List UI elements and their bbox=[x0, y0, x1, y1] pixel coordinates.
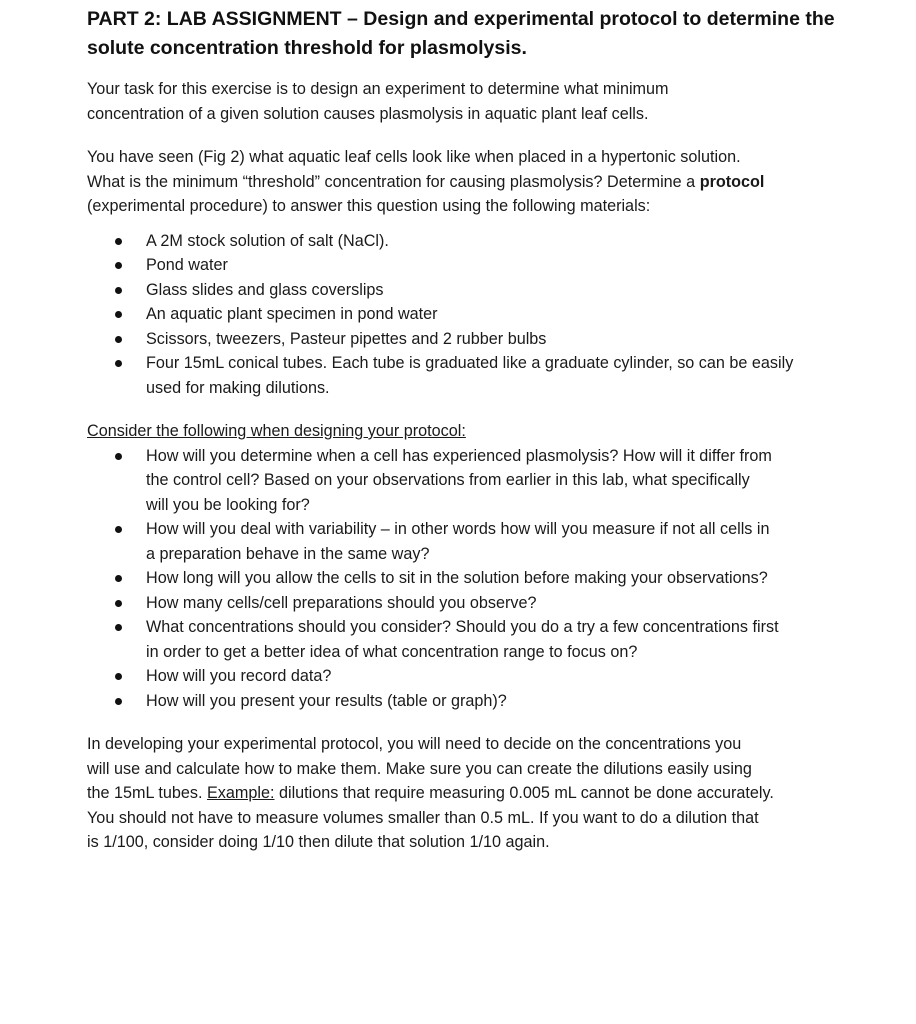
list-item bbox=[87, 517, 876, 566]
seen-paragraph bbox=[87, 145, 876, 219]
protocol-bold: protocol bbox=[699, 172, 765, 191]
closing-line-3 bbox=[87, 781, 876, 806]
consider-heading: Consider the following when designing your protocol: bbox=[87, 422, 466, 440]
material-text-cont: used for making dilutions. bbox=[146, 378, 330, 397]
bullet-icon bbox=[115, 600, 122, 607]
title-line-1: PART 2: LAB ASSIGNMENT – Design and experimental protocol to determine the bbox=[87, 8, 835, 30]
consider-text-cont: in order to get a better idea of what concentration range to focus on? bbox=[146, 642, 638, 661]
bullet-icon bbox=[115, 673, 122, 680]
list-item bbox=[87, 253, 876, 278]
page-title bbox=[87, 5, 876, 63]
consider-text: How will you deal with variability – in other words how will you measure if not all cells in bbox=[146, 520, 770, 538]
bullet-icon bbox=[115, 287, 122, 294]
materials-list bbox=[87, 229, 876, 401]
title-line-2: solute concentration threshold for plasmolysis. bbox=[87, 37, 527, 59]
list-item bbox=[87, 615, 876, 664]
material-text: Four 15mL conical tubes. Each tube is graduated like a graduate cylinder, so can be easily bbox=[146, 354, 794, 372]
list-item bbox=[87, 229, 876, 254]
seen-line-2 bbox=[87, 170, 876, 195]
consider-text: How will you record data? bbox=[146, 667, 332, 685]
list-item bbox=[87, 566, 876, 591]
bullet-icon bbox=[115, 624, 122, 631]
example-label: Example: bbox=[206, 784, 275, 802]
list-item bbox=[87, 327, 876, 352]
bullet-icon bbox=[115, 238, 122, 245]
list-item bbox=[87, 302, 876, 327]
closing-paragraph bbox=[87, 732, 876, 855]
closing-line-4: You should not have to measure volumes smaller than 0.5 mL. If you want to do a dilution that bbox=[87, 808, 759, 827]
consider-list bbox=[87, 444, 876, 714]
bullet-icon bbox=[115, 311, 122, 318]
list-item bbox=[87, 591, 876, 616]
list-item bbox=[87, 444, 876, 518]
intro-paragraph bbox=[87, 77, 876, 126]
material-text: Glass slides and glass coverslips bbox=[146, 280, 384, 299]
seen-line-2-text: What is the minimum “threshold” concentration for causing plasmolysis? Determine a bbox=[87, 172, 700, 191]
closing-line-5: is 1/100, consider doing 1/10 then dilute that solution 1/10 again. bbox=[87, 833, 550, 851]
closing-line-3-pre: the 15mL tubes. bbox=[87, 784, 207, 802]
consider-text-cont: will you be looking for? bbox=[146, 495, 310, 514]
seen-line-1: You have seen (Fig 2) what aquatic leaf cells look like when placed in a hypertonic solution. bbox=[87, 148, 741, 166]
list-item bbox=[87, 278, 876, 303]
intro-line-1: Your task for this exercise is to design an experiment to determine what minimum bbox=[87, 80, 669, 98]
closing-line-2: will use and calculate how to make them. Make sure you can create the dilutions easily using bbox=[87, 759, 752, 778]
material-text: Pond water bbox=[146, 256, 228, 274]
consider-text: How will you determine when a cell has experienced plasmolysis? How will it differ from bbox=[146, 446, 772, 465]
bullet-icon bbox=[115, 526, 122, 533]
material-text: A 2M stock solution of salt (NaCl). bbox=[146, 231, 389, 250]
consider-text: How will you present your results (table or graph)? bbox=[146, 691, 507, 710]
list-item bbox=[87, 664, 876, 689]
consider-text-cont: the control cell? Based on your observations from earlier in this lab, what specifically bbox=[146, 471, 750, 489]
closing-line-1: In developing your experimental protocol, you will need to decide on the concentrations you bbox=[87, 735, 742, 753]
consider-text: How many cells/cell preparations should you observe? bbox=[146, 593, 537, 612]
bullet-icon bbox=[115, 698, 122, 705]
list-item bbox=[87, 689, 876, 714]
bullet-icon bbox=[115, 336, 122, 343]
consider-text: How long will you allow the cells to sit in the solution before making your observations? bbox=[146, 569, 768, 587]
consider-text-cont: a preparation behave in the same way? bbox=[146, 544, 430, 563]
intro-line-2: concentration of a given solution causes plasmolysis in aquatic plant leaf cells. bbox=[87, 104, 649, 123]
bullet-icon bbox=[115, 360, 122, 367]
closing-line-3-post: dilutions that require measuring 0.005 mL cannot be done accurately. bbox=[274, 784, 774, 802]
bullet-icon bbox=[115, 575, 122, 582]
material-text: Scissors, tweezers, Pasteur pipettes and 2 rubber bulbs bbox=[146, 329, 547, 348]
seen-line-3: (experimental procedure) to answer this question using the following materials: bbox=[87, 197, 651, 215]
bullet-icon bbox=[115, 453, 122, 460]
material-text: An aquatic plant specimen in pond water bbox=[146, 305, 438, 323]
bullet-icon bbox=[115, 262, 122, 269]
list-item bbox=[87, 351, 876, 400]
consider-text: What concentrations should you consider? Should you do a try a few concentrations first bbox=[146, 618, 779, 636]
